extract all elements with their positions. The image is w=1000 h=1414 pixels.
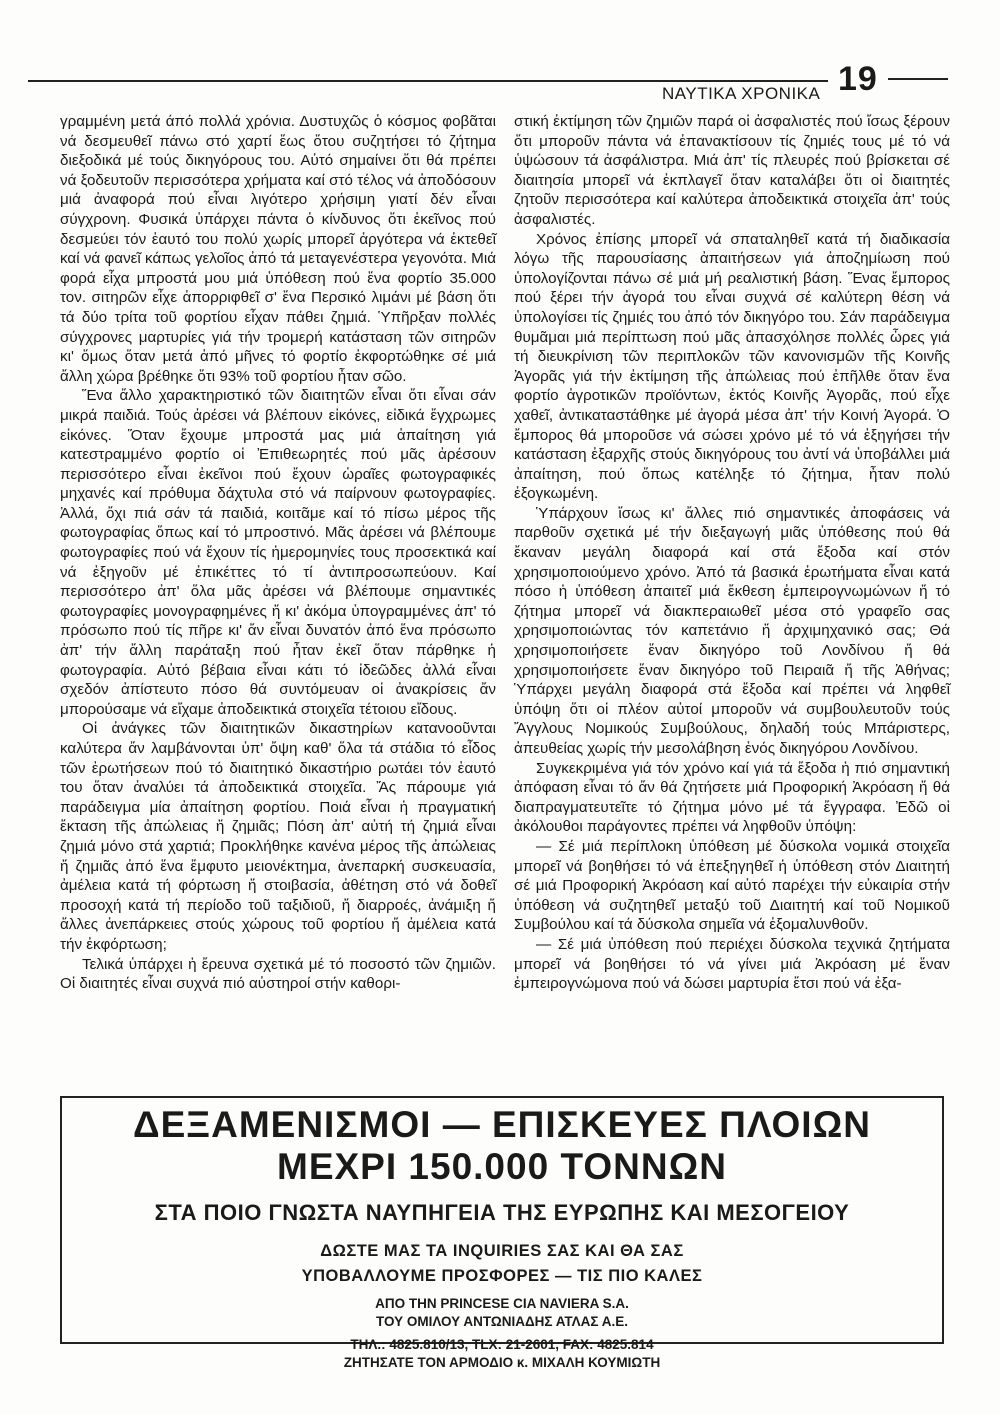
paragraph: γραμμένη μετά άπό πολλά χρόνια. Δυστυχῶς ὁ κόσμος φοβᾶται νά δεσμευθεῖ πάνω στό χαρτί ἕως ὅτου συζητήσει τό ζήτημα διεξοδικά μέ τούς δικηγόρους του. Αὐτό σημαίνει ὅτι θά πρέπει νά ξοδευτοῦν περισσότερα χρήματα καί στό τέλος νά ἀποδόσουν μιά ἀναφορά πού εἶναι λιγότερο χρήσιμη γιατί δέν εἶναι σύγχρονη. Φυσικά ὑπάρχει πάντα ὁ κίνδυνος ὅτι ἐκεῖνος πού δεσμεύει τόν ἑαυτό του πολύ χωρίς μπορεῖ ἀργότερα νά ἐκτεθεῖ καί νά φανεῖ κάπως γελοῖος ἀπό τά μεταγενέστερα γεγονότα. Μιά φορά εἶχα μπροστά μου μιά ὑπόθεση πού ἕνα φορτίο 35.000 τον. σιτηρῶν εἶχε ἀπορριφθεῖ σ' ἕνα Περσικό λιμάνι μέ βάση ὅτι τά δύο τρίτα τοῦ φορτίου εἶχαν πάθει ζημιά. Ὑπῆρξαν πολλές σύγχρονες μαρτυρίες γιά τήν τρομερή κατάσταση τῶν σιτηρῶν κι' ὅμως ὅταν μετά ἀπό μῆνες τό φορτίο ἐκφορτώθηκε σέ μιά ἄλλη χώρα βρέθηκε ὅτι 93% τοῦ φορτίου ἦταν σῶο.	[60, 113, 496, 385]
ad-offer-line: ΥΠΟΒΑΛΛΟΥΜΕ ΠΡΟΣΦΟΡΕΣ — ΤΙΣ ΠΙΟ ΚΑΛΕΣ	[301, 1267, 703, 1285]
paragraph: Οἱ ἀνάγκες τῶν διαιτητικῶν δικαστηρίων κατανοοῦνται καλύτερα ἄν λαμβάνονται ὑπ' ὄψη καθ' ὅλα τά στάδια τό εἶδος τῶν ἐρωτήσεων πού τό διαιτητικό δικαστήριο ρωτάει τόν ἑαυτό του ὅταν ἀναλύει τά ἀποδεικτικά στοιχεῖα. Ἄς πάρουμε γιά παράδειγμα μία ἀπαίτηση φορτίου. Ποιά εἶναι ἡ πραγματική ἔκταση τῆς ἀπώλειας ἤ ζημιᾶς; Πόση ἀπ' αὐτή τή ζημιά εἶναι ζημιά μόνο στά χαρτιά; Προκλήθηκε κανένα μέρος τῆς ἀπώλειας ἤ ζημιᾶς ἀπό ἕνα ἔμφυτο μειονέκτημα, ἀνεπαρκή συσκευασία, ἀμέλεια κατά τή φόρτωση ἤ στοιβασία, ἀθέτηση στό νά δοθεῖ προσοχή κατά τή περίοδο τοῦ ταξιδιοῦ, ἤ διαρροές, ἀνάμιξη ἤ ἄλλες ἀνεπάρκειες στούς χώρους τοῦ φορτίου ἤ ἀμέλεια κατά τήν ἐκφόρτωση;	[60, 720, 496, 953]
ad-headline: ΔΕΞΑΜΕΝΙΣΜΟΙ — ΕΠΙΣΚΕΥΕΣ ΠΛΟΙΩΝ	[133, 1104, 871, 1145]
advertisement-box	[60, 1096, 944, 1370]
header-rule-right	[888, 78, 948, 80]
ad-headline-capacity: ΜΕΧΡΙ 150.000 ΤΟΝΝΩΝ	[277, 1146, 727, 1187]
paragraph: Ἕνα ἄλλο χαρακτηριστικό τῶν διαιτητῶν εἶναι ὅτι εἶναι σάν μικρά παιδιά. Τούς ἀρέσει νά βλέπουν εἰκόνες, εἰδικά ἔγχρωμες εἰκόνες. Ὅταν ἔχουμε μπροστά μας μιά ἀπαίτηση γιά κατεστραμμένο φορτίο οἱ Ἐπιθεωρητές πού μᾶς ἀρέσουν περισσότερο εἶναι ἐκεῖνοι πού ἔχουν ὡραῖες φωτογραφικές μηχανές καί πρόθυμα δάχτυλα στό νά παίρνουν φωτογραφίες. Ἀλλά, ὄχι πιά σάν τά παιδιά, κοιτᾶμε καί τό πίσω μέρος τῆς φωτογραφίας ὅπως καί τό μπροστινό. Μᾶς ἀρέσει νά βλέπουμε φωτογραφίες πού νά ἔχουν τίς ἡμερομηνίες τους προσεκτικά καί νά ἐξηγοῦν μέ ἐπικέττες τό τί ἀντιπροσωπεύουν. Καί περισσότερο ἀπ' ὅλα μᾶς ἀρέσει νά βλέπουμε σημαντικές φωτογραφίες μονογραφημένες ἤ κι' ἀκόμα ὑπογραμμένες ἀπ' τό πρόσωπο πού τίς πῆρε κι' ἄν εἶναι δυνατόν ἀπό ἕνα πρόσωπο ἀπ' τήν ἄλλη παράταξη πού ἦταν ἐκεῖ ὅταν πάρθηκε ἡ φωτογραφία. Αὐτό βέβαια εἶναι κάτι τό ἰδεῶδες ἀλλά εἶναι σχεδόν ἀπίστευτο πόσο θά συντόμευαν οἱ ἀνακρίσεις ἄν μπορούσαμε νά εἴχαμε ἀποδεικτικά στοιχεῖα τέτοιου εἴδους.	[60, 387, 496, 718]
right-column	[514, 112, 950, 994]
paragraph: Ὑπάρχουν ἴσως κι' ἄλλες πιό σημαντικές ἀποφάσεις νά παρθοῦν σχετικά μέ τήν διεξαγωγή μιᾶς ὑπόθεσης πού θά ἔκαναν μεγάλη διαφορά καί στά ἔξοδα καί στόν χρησιμοποιούμενο χρόνο. Ἀπό τά βασικά ἐρωτήματα εἶναι κατά πόσο ἡ ὑπόθεση ἀπαιτεῖ μιά ἔκθεση ἐμπειρογνωμώνων ἤ τό ζήτημα μπορεῖ νά διακπεραιωθεῖ μέσα στό γραφεῖο σας χρησιμοποιώντας τόν καπετάνιο ἤ ἀρχιμηχανικό σας; Θά χρησιμοποιήσετε ἕναν δικηγόρο τοῦ Λονδίνου ἤ θά χρησιμοποιήσετε ἕναν δικηγόρο τοῦ Πειραιᾶ ἤ τῆς Ἀθήνας; Ὑπάρχει μεγάλη διαφορά στά ἔξοδα καί πρέπει νά ληφθεῖ ὑπόψη ὅτι οἱ πλέον αὐτοί μποροῦν νά συμβουλευτοῦν τούς Ἄγγλους Νομικούς Συμβούλους, δηλαδή τούς Μπάριστερς, ἀπευθείας χωρίς τήν μεσολάβηση ἑνός δικηγόρου Λονδίνου.	[514, 504, 950, 757]
paragraph: στική ἐκτίμηση τῶν ζημιῶν παρά οἱ ἀσφαλιστές πού ἴσως ξέρουν ὅτι μποροῦν πάντα νά ἐπανακτίσουν τίς ζημιές τους μέ τό νά ὑψώσουν τά ἀσφάλιστρα. Μιά ἀπ' τίς πλευρές πού βρίσκεται σέ διαιτησία μπορεῖ νά ἐκπλαγεῖ ὅταν καταλάβει ὅτι οἱ διαιτητές ζητοῦν περισσότερα καί καλύτερα ἀποδεικτικά στοιχεῖα ἀπ' τούς ἀσφαλιστές.	[514, 113, 950, 228]
ad-company: ΑΠΟ ΤΗΝ PRINCESE CIA NAVIERA S.A.	[375, 1296, 629, 1311]
ad-contact-person: ΖΗΤΗΣΑΤΕ ΤΟΝ ΑΡΜΟΔΙΟ κ. ΜΙΧΑΛΗ ΚΟΥΜΙΩΤΗ	[343, 1355, 661, 1370]
header-rule	[28, 80, 828, 82]
paragraph: — Σέ μιά περίπλοκη ὑπόθεση μέ δύσκολα νομικά στοιχεῖα μπορεῖ νά βοηθήσει τό νά ἐπεξηγηθεῖ ἡ ὑπόθεση στόν Διαιτητή σέ μιά Προφορική Ἀκρόαση καί αὐτό παρέχει τήν εὐκαιρία στήν ὑπόθεση νά συζητηθεῖ μεταξύ τοῦ Διαιτητή καί τοῦ Νομικοῦ Συμβούλου καί τά δύσκολα σημεῖα νά ἐξομαλυνθοῦν.	[514, 837, 950, 934]
ad-offer-line: ΔΩΣΤΕ ΜΑΣ ΤΑ INQUIRIES ΣΑΣ ΚΑΙ ΘΑ ΣΑΣ	[320, 1242, 684, 1260]
paragraph: — Σέ μιά ὑπόθεση πού περιέχει δύσκολα τεχνικά ζητήματα μπορεῖ νά βοηθήσει τό νά γίνει μιά Ἀκρόαση μέ ἕναν ἐμπειρογνώμονα πού νά δώσει μαρτυρία ἔτσι πού νά ἐξα-	[514, 935, 950, 993]
left-column	[60, 112, 496, 994]
paragraph: Τελικά ὑπάρχει ἡ ἔρευνα σχετικά μέ τό ποσοστό τῶν ζημιῶν. Οἱ διαιτητές εἶναι συχνά πιό αὐστηροί στήν καθορι-	[60, 955, 496, 993]
publication-title: ΝΑΥΤΙΚΑ ΧΡΟΝΙΚΑ	[662, 84, 821, 103]
ad-company-group: ΤΟΥ ΟΜΙΛΟΥ ΑΝΤΩΝΙΑΔΗΣ ΑΤΛΑΣ Α.Ε.	[375, 1314, 628, 1329]
page-number: 19	[838, 60, 878, 98]
paragraph: Χρόνος ἐπίσης μπορεῖ νά σπαταληθεῖ κατά τή διαδικασία λόγω τῆς παρουσίασης ἀπαιτήσεων γιά ἀποζημίωση πού ὑπολογίζονται πάνω σέ μιά μή ρεαλιστική βάση. Ἕνας ἔμπορος πού ξέρει τήν ἀγορά του εἶναι συχνά σέ καλύτερη θέση νά ὑπολογίσει τίς ζημιές του ἀπό τόν δικηγόρο του. Σάν παράδειγμα θυμᾶμαι μιά περίπτωση πού μᾶς ἀπασχόλησε πολλές ὧρες γιά τή διευκρίνιση τῶν περιπλοκῶν τῶν κανονισμῶν τῆς Κοινῆς Ἀγορᾶς γιά τήν ἐκτίμηση τῆς ἀπώλειας πού ἐπῆλθε ὅταν ἕνα φορτίο ἀγροτικῶν προϊόντων, ἐκτός Κοινῆς Ἀγορᾶς, πού εἶχε χαθεῖ, ἀντικαταστάθηκε μέ ἀγορά μέσα ἀπ' τήν Κοινή Ἀγορά. Ὁ ἔμπορος θά μποροῦσε νά σώσει χρόνο μέ τό νά ἐξηγήσει τήν κατάσταση ἐξαρχῆς στούς δικηγόρους του ἀντί νά ὑποβάλλει μιά ἀπαίτηση, πού ὅπως κατέληξε τό ζήτημα, ἦταν πολύ ἐξογκωμένη.	[514, 230, 950, 503]
paragraph: Συγκεκριμένα γιά τόν χρόνο καί γιά τά ἔξοδα ἡ πιό σημαντική ἀπόφαση εἶναι τό ἄν θά ζητήσετε μιά Προφορική Ἀκρόαση ἤ θά διαπραγματευτεῖτε τό ζήτημα μόνο μέ τά ἔγγραφα. Ἐδῶ οἱ ἀκόλουθοι παράγοντες πρέπει νά ληφθοῦν ὑπόψη:	[514, 759, 950, 836]
ad-contact: ΤΗΛ.: 4825.810/13, TLX: 21-2601, FAX: 4825.814	[350, 1337, 654, 1352]
ad-subheadline: ΣΤΑ ΠΟΙΟ ΓΝΩΣΤΑ ΝΑΥΠΗΓΕΙΑ ΤΗΣ ΕΥΡΩΠΗΣ ΚΑΙ ΜΕΣΟΓΕΙΟΥ	[154, 1200, 850, 1225]
